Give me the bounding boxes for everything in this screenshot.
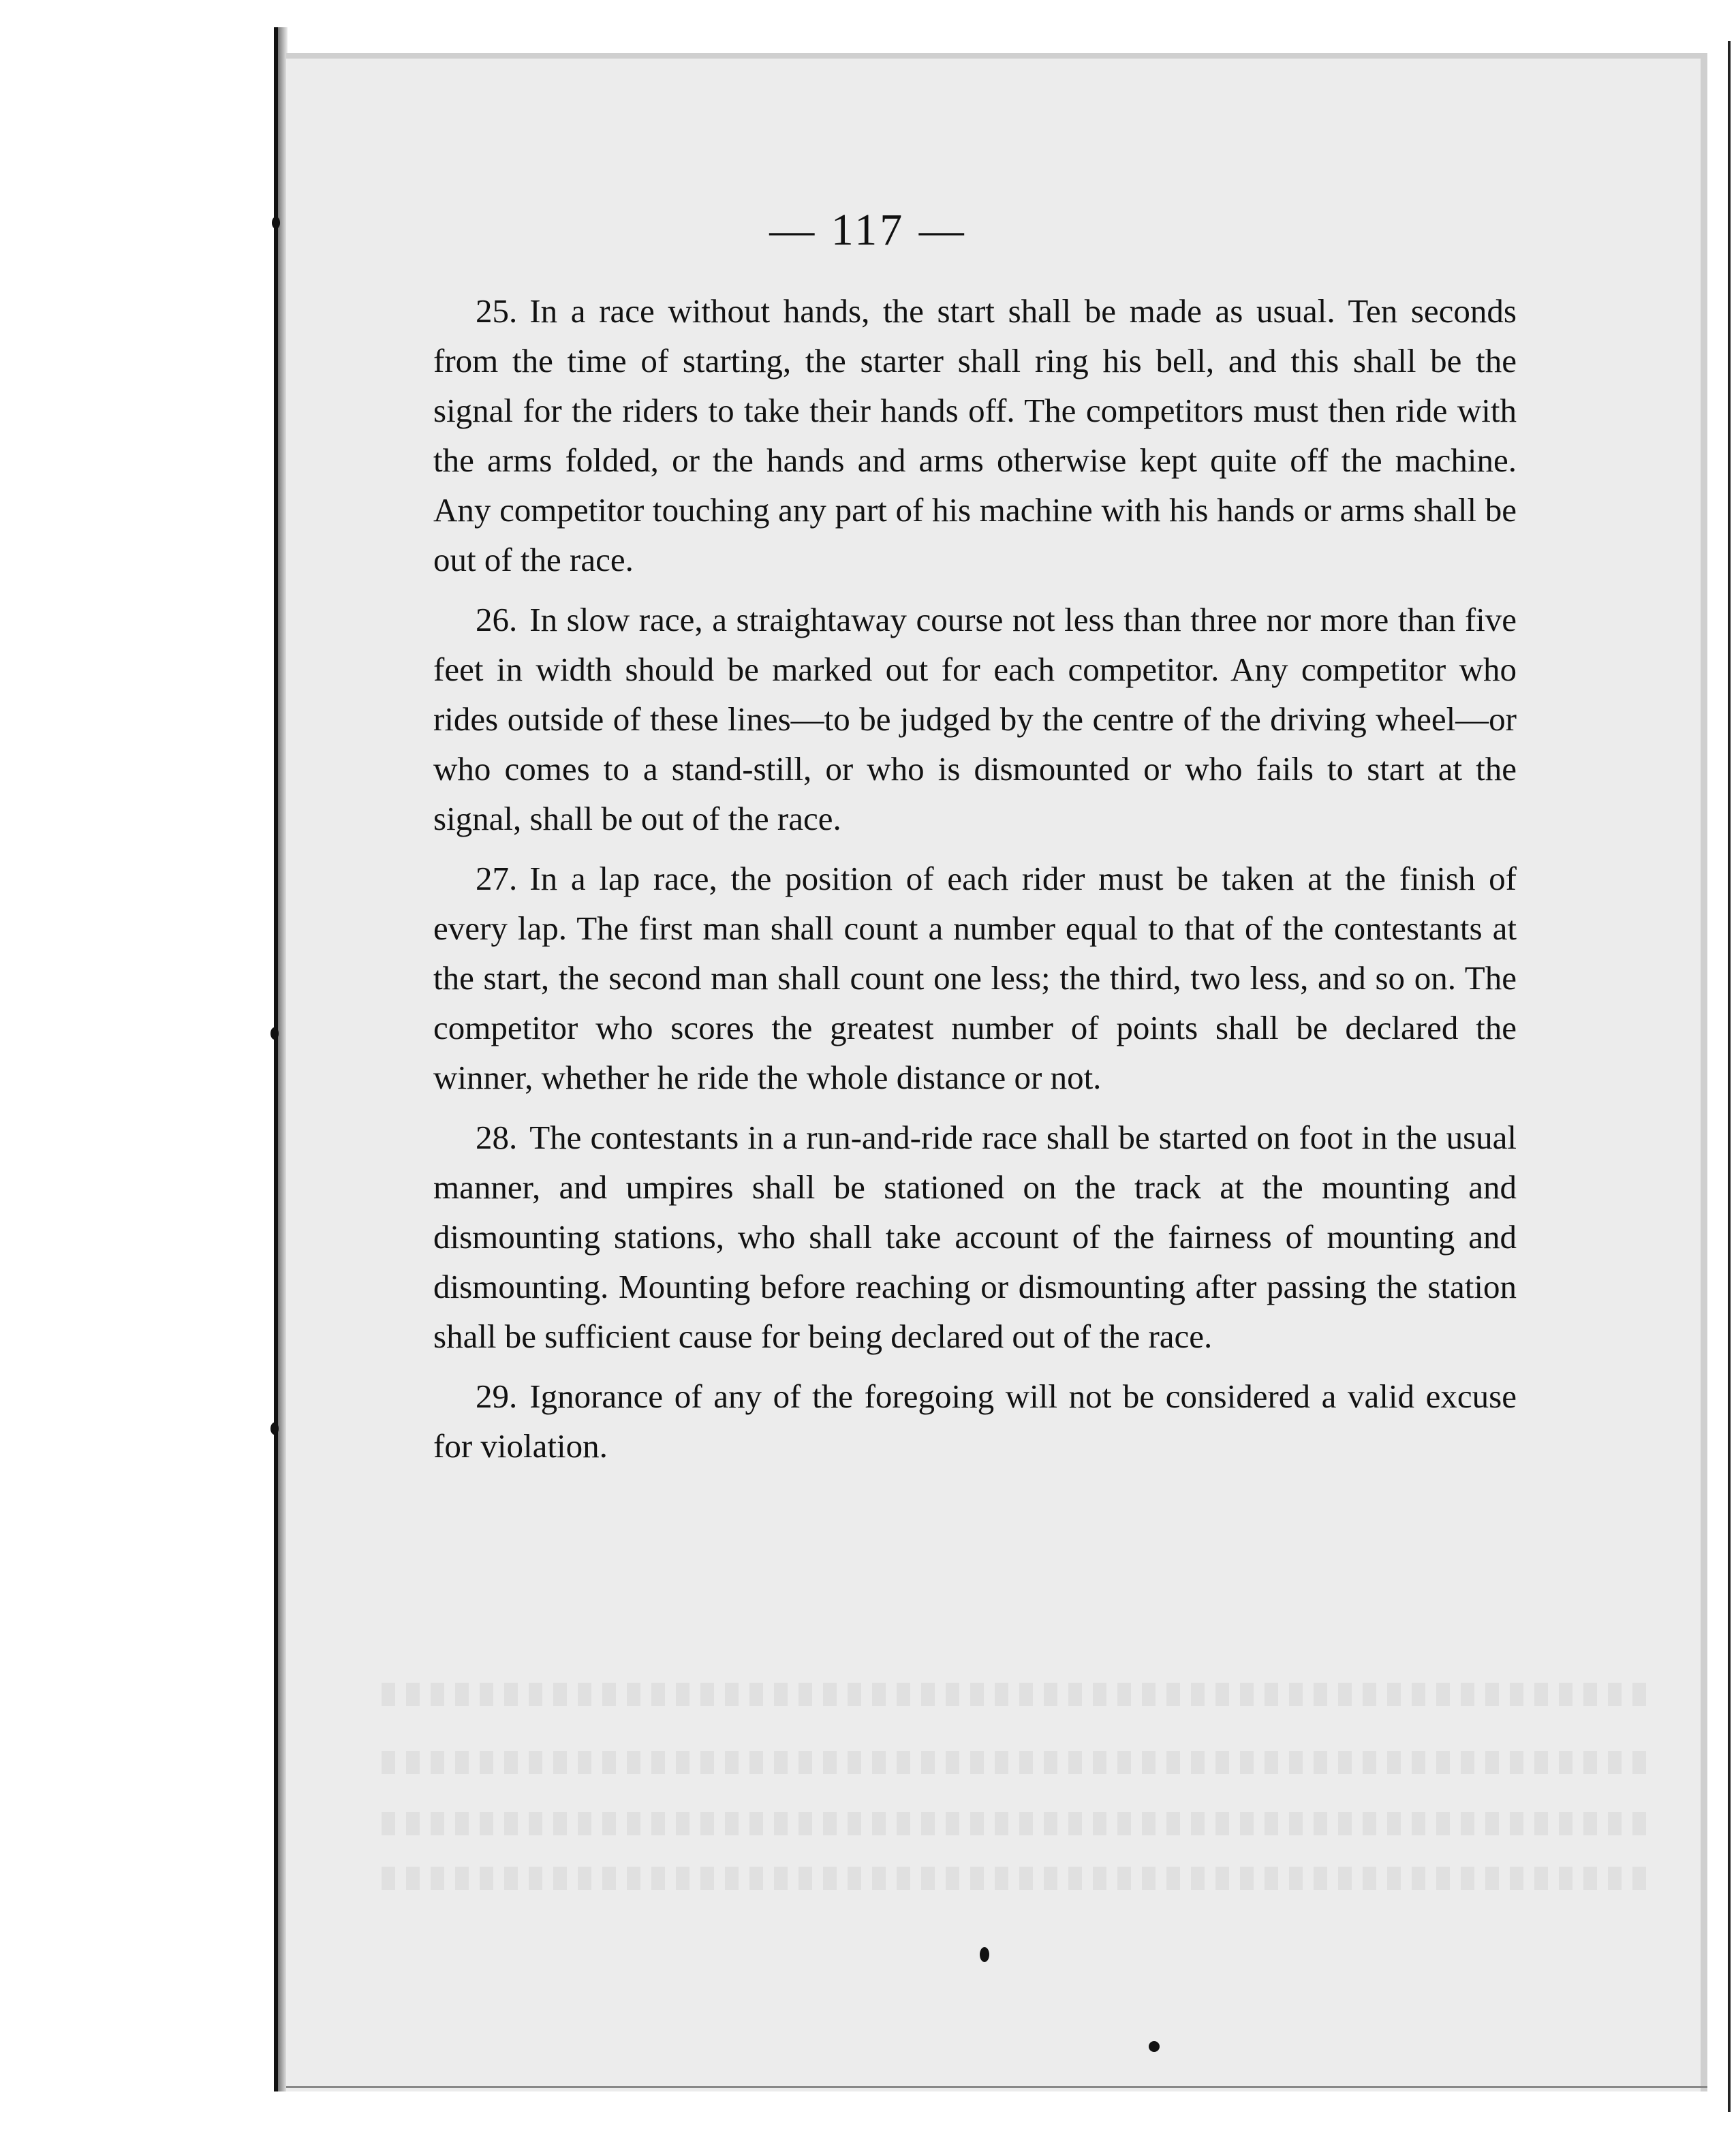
rule-text: In a lap race, the position of each rider must be taken at the finish of every lap. The first man shall count a number equal to that of the contestants at the start, the second man shall count one less; the third, two less, and so on. The competitor who scores the greatest number of points shall be declared the winner, whether he ride the whole distance or not. bbox=[433, 860, 1517, 1096]
rule-text: The contestants in a run-and-ride race shall be started on foot in the usual manner, and umpires shall be stationed on the track at the mounting and dismounting stations, who shall take account of the fairness of mounting and dismounting. Mounting before reaching or dismounting after passing the station shall be sufficient cause for being declared out of the race. bbox=[433, 1119, 1517, 1355]
rule-paragraph bbox=[433, 1113, 1517, 1361]
rule-paragraph bbox=[433, 1371, 1517, 1471]
show-through bbox=[382, 1683, 1649, 1706]
show-through bbox=[382, 1751, 1649, 1774]
show-through bbox=[382, 1867, 1649, 1890]
rule-number: 25. bbox=[476, 292, 518, 330]
show-through bbox=[382, 1812, 1649, 1835]
rule-number: 26. bbox=[476, 601, 518, 638]
rule-text: Ignorance of any of the foregoing will not be considered a valid excuse for violation. bbox=[433, 1378, 1517, 1465]
rule-number: 27. bbox=[476, 860, 518, 897]
rule-number: 28. bbox=[476, 1119, 518, 1156]
rule-number: 29. bbox=[476, 1378, 518, 1415]
page-text bbox=[433, 286, 1517, 1481]
rule-paragraph bbox=[433, 595, 1517, 843]
scan-border bbox=[1728, 41, 1731, 2112]
page-edge-bottom bbox=[286, 2086, 1707, 2088]
page-number: — 117 — bbox=[769, 205, 967, 255]
signature-mark bbox=[980, 1947, 989, 1962]
page-edge-top bbox=[286, 53, 1707, 59]
left-margin bbox=[0, 0, 274, 2131]
rule-paragraph bbox=[433, 286, 1517, 585]
ink-speck bbox=[1149, 2041, 1160, 2052]
spine-mark bbox=[270, 1027, 279, 1040]
spine-mark bbox=[270, 1422, 279, 1435]
rule-text: In slow race, a straightaway course not less than three nor more than five feet in width should be marked out for each competitor. Any competitor who rides outside of these lines—to be judged by the centre of the driving wheel—or who comes to a stand-still, or who is dismounted or who fails to start at the signal, shall be out of the race. bbox=[433, 601, 1517, 837]
page-edge-right bbox=[1701, 59, 1707, 2091]
rule-paragraph bbox=[433, 854, 1517, 1102]
rule-text: In a race without hands, the start shall be made as usual. Ten seconds from the time of starting, the starter shall ring his bell, and this shall be the signal for the riders to take their hands off. The competitors must then ride with the arms folded, or the hands and arms otherwise kept quite off the machine. Any competitor touching any part of his machine with his hands or arms shall be out of the race. bbox=[433, 292, 1517, 578]
